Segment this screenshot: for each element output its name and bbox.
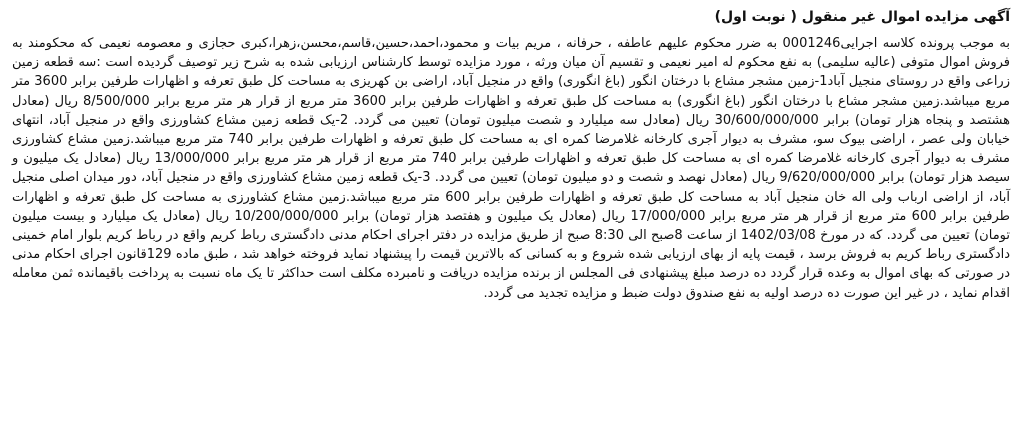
notice-title: آگهی مزایده اموال غیر منقول ( نوبت اول)	[714, 9, 1010, 25]
notice-body: به موجب پرونده کلاسه اجرایی0001246 به ضرر محکوم علیهم عاطفه ، حرفانه ، مریم بیات و محمود،احمد،حسین،قاسم،محسن،زهرا،کبری حجازی و معصومه نعیمی که محکومند به فروش اموال متوفی (عالیه سلیمی) به نفع محکوم له امیر نعیمی و تقسیم آن میان ورثه ، مورد مزایده توسط کارشناس ارزیابی شده به شرح زیر توصیف گردیده است :سه قطعه زمین زراعی واقع در روستای منجیل آباد1-زمین مشجر مشاع با درختان انگور (باغ انگوری) واقع در منجیل آباد، اراضی بن کهریزی به مساحت کل طبق تعرفه و اظهارات طرفین برابر 3600 متر مربع میباشد.زمین مشجر مشاع با درختان انگور (باغ انگوری) به مساحت کل طبق تعرفه و اظهارات طرفین برابر 3600 متر مربع از قرار هر متر مربع برابر 8/500/000 ریال (معادل هشتصد و پنجاه هزار تومان) برابر 30/600/000/000 ریال (معادل سه میلیارد و شصت میلیون تومان) تعیین می گردد. 2-یک قطعه زمین مشاع کشاورزی واقع در منجیل آباد، انتهای خیابان ولی عصر ، اراضی بیوک سو، مشرف به دیوار آجری کارخانه غلامرضا کمره ای به مساحت کل طبق تعرفه و اظهارات طرفین برابر 740 متر مربع میباشد.زمین مشاع کشاورزی مشرف به دیوار آجری کارخانه غلامرضا کمره ای به مساحت کل طبق تعرفه و اظهارات طرفین برابر 740 متر مربع از قرار هر متر مربع برابر 13/000/000 ریال (معادل یک میلیون و سیصد هزار تومان) برابر 9/620/000/000 ریال (معادل نهصد و شصت و دو میلیون تومان) تعیین می گردد. 3-یک قطعه زمین مشاع کشاورزی واقع در منجیل آباد، دور میدان اصلی منجیل آباد، از اراضی ارباب ولی اله خان منجیل آباد به مساحت کل طبق تعرفه و اظهارات طرفین برابر 600 متر مربع میباشد.زمین مشاع کشاورزی به مساحت کل طبق تعرفه و اظهارات طرفین برابر 600 متر مربع از قرار هر متر مربع برابر 17/000/000 ریال (معادل یک میلیون و هفتصد هزار تومان) برابر 10/200/000/000 ریال (معادل یک میلیارد و بیست میلیون تومان) تعیین می گردد. که در مورخ 1402/03/08 از ساعت 8صبح الی 8:30 صبح از طریق مزایده در دفتر اجرای احکام مدنی دادگستری رباط کریم واقع در رباط کریم بلوار امام خمینی دادگستری رباط کریم به فروش برسد ، قیمت پایه از بهای ارزیابی شده شروع و به کسانی که بالاترین قیمت را پیشنهاد نماید فروخته خواهد شد ، طبق ماده 129قانون اجرای احکام مدنی در صورتی که بهای اموال به وعده قرار گردد ده درصد مبلغ پیشنهادی فی المجلس از برنده مزایده دریافت و نامبرده مکلف است حداکثر تا یک ماه نسبت به پرداخت باقیمانده ثمن معامله اقدام نماید ، در غیر این صورت ده درصد اولیه به نفع صندوق دولت ضبط و مزایده تجدید می گردد.	[12, 36, 1011, 301]
